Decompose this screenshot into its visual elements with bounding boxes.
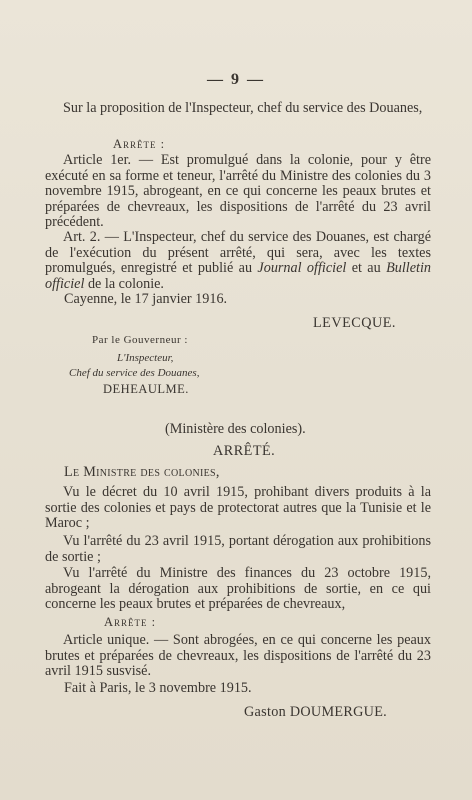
decree1-place-date: Cayenne, le 17 janvier 1916. [64, 291, 228, 307]
arrete-title: ARRÊTÉ. [213, 443, 276, 459]
ministry-heading: (Ministère des colonies). [165, 421, 306, 437]
par-le-gouverneur: Par le Gouverneur : [92, 334, 188, 346]
decree1-arrete-heading: Arrête : [113, 137, 166, 151]
inspector-title: L'Inspecteur, [117, 352, 174, 364]
decree2-arrete-heading: Arrête : [104, 615, 157, 629]
doumergue-signature: Gaston DOUMERGUE. [244, 704, 388, 720]
governor-signature: LEVECQUE. [313, 315, 396, 331]
minister-line: Le Ministre des colonies, [64, 464, 220, 480]
vu-arrete-23-octobre: Vu l'arrêté du Ministre des finances du 23 octobre 1915, abrogeant la dérogation aux prohibitions de sortie, en ce qui concerne les peaux brutes et préparées de chevreaux, [45, 565, 431, 612]
vu-arrete-23-avril: Vu l'arrêté du 23 avril 1915, portant dérogation aux prohibitions de sortie ; [45, 533, 431, 565]
decree1-article-2: Art. 2. — L'Inspecteur, chef du service des Douanes, est chargé de l'exécution du présent arrêté, qui sera, avec les textes promulgués, enregistré et publié au Journal officiel et au Bulletin officiel de la colonie. [45, 229, 431, 292]
decree2-place-date: Fait à Paris, le 3 novembre 1915. [64, 680, 252, 696]
vu-decret-10-avril: Vu le décret du 10 avril 1915, prohibant divers produits à la sortie des colonies et pays de protectorat autres que la Tunisie et le Maroc ; [45, 484, 431, 531]
inspector-role: Chef du service des Douanes, [69, 367, 200, 379]
decree1-intro: Sur la proposition de l'Inspecteur, chef du service des Douanes, [63, 100, 423, 116]
page-number: — 9 — [207, 71, 265, 88]
inspector-name: DEHEAULME. [103, 382, 189, 396]
decree1-article-1: Article 1er. — Est promulgué dans la colonie, pour y être exécuté en sa forme et teneur, l'arrêté du Ministre des colonies du 3 novembre 1915, abrogeant, en ce qui concerne les peaux brutes et préparées de chevreaux, les dispositions de l'arrêté du 23 avril précédent. [45, 152, 431, 230]
article-unique: Article unique. — Sont abrogées, en ce qui concerne les peaux brutes et préparées de chevreaux, les dispositions de l'arrêté du 23 avril 1915 susvisé. [45, 632, 431, 679]
